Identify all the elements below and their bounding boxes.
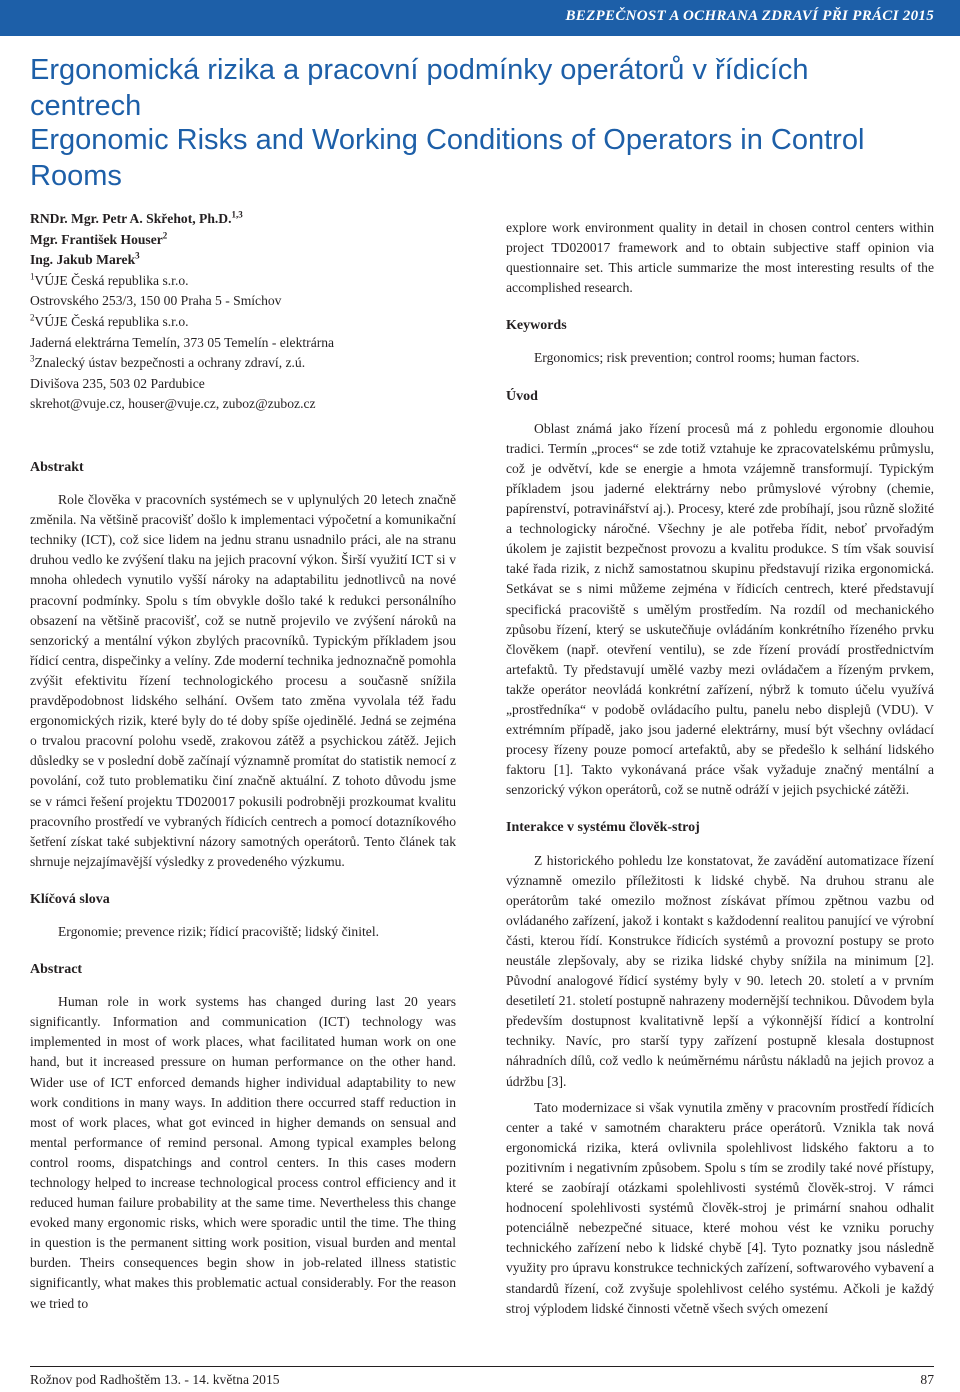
- author-3-name: Ing. Jakub Marek: [30, 252, 136, 268]
- affiliation-3-sup: 3: [30, 353, 35, 364]
- author-1-sup: 1,3: [231, 209, 243, 220]
- klicova-slova-text: Ergonomie; prevence rizik; řídicí pracoviště; lidský činitel.: [58, 923, 379, 939]
- affiliation-2-sup: 2: [30, 312, 35, 323]
- author-1-name: RNDr. Mgr. Petr A. Skřehot, Ph.D.: [30, 211, 232, 226]
- keywords-heading: Keywords: [506, 318, 567, 334]
- affiliation-2-name: VÚJE Česká republika s.r.o.: [34, 313, 189, 329]
- page-number: 87: [920, 1372, 934, 1387]
- affiliation-1-name: VÚJE Česká republika s.r.o.: [34, 272, 189, 288]
- affiliation-1-address: Ostrovského 253/3, 150 00 Praha 5 - Smíchov: [30, 293, 282, 309]
- keywords-text: Ergonomics; risk prevention; control rooms; human factors.: [534, 350, 860, 366]
- uvod-heading: Úvod: [506, 388, 538, 404]
- abstrakt-text: Role člověka v pracovních systémech se v uplynulých 20 letech značně změnila. Na většině pracovišť došlo k implementaci výpočetní a komunikační techniky (ICT), což sice lidem na jednu stranu usnadnilo práci, ale na stranu druhou vedlo ke zvýšení tlaku na jejich pracovní výkon. Širší využití ICT si v mnoha ohledech vynutilo vyšší nároky na adaptabilitu jednotlivců na nové pracovní podmínky. Spolu s tím obvykle došlo také k redukci personálního obsazení na většině pracovišť, což se nutně projevilo ve zvýšení nároků na senzorický a mentální výkon zbylých pracovníků. Typickým příkladem jsou řídicí centra, dispečinky a velíny. Zde moderní technika jednoznačně pomohla zvýšit efektivitu řízení technologického procesu a současně snížila pravděpodobnost lidského selhání. Ovšem tato změna vyvolala též řadu ergonomických rizik, které byly do té doby spíše ojedinělé. Jedná se zejména o trvalou pracovní polohu vsedě, zrakovou zátěž a psychickou zátěž. Jejich důsledky se v poslední době začínají významně promítat do statistik nemocí z povolání, což tuto problematiku činí značně aktuální. Z tohoto důvodu jsme se v rámci řešení projektu TD020017 pokusili podrobněji prozkoumat kvalitu pracovního prostředí ve vybraných řídicích centrech a pomocí dotazníkového šetření získat také subjektivní názory samotných operátorů. Tento článek tak shrnuje nejzajímavější výsledky z provedeného výzkumu.: [30, 492, 456, 869]
- affiliation-3: [30, 353, 470, 374]
- journal-header-bar: [0, 0, 960, 36]
- abstrakt-heading: Abstrakt: [30, 460, 84, 475]
- author-block: [30, 209, 470, 415]
- journal-header-title: BEZPEČNOST A OCHRANA ZDRAVÍ PŘI PRÁCI 2015: [565, 8, 934, 24]
- author-2-sup: 2: [162, 230, 168, 241]
- klicova-slova-heading: Klíčová slova: [30, 891, 110, 907]
- footer-divider: [30, 1366, 934, 1367]
- affiliation-1-sup: 1: [30, 271, 35, 282]
- left-column: [30, 458, 456, 1314]
- affiliation-2-address: Jaderná elektrárna Temelín, 373 05 Temelín - elektrárna: [30, 334, 335, 350]
- interakce-text-1: Z historického pohledu lze konstatovat, že zavádění automatizace řízení významně omezilo příležitosti k lidské chybě. Na druhou stranu ale operátorům také omezilo možnost získávat přímou zpětnou vazbu od ovládaného zařízení, jakož i kontakt s každodenní realitou panující ve výrobní části, kterou řídí. Konstrukce řídicích systémů a provozní postupy se proto neustále zlepšovaly, aby se rizika lidské chyby snížila na minimum [2]. Původní analogové řídicí systémy byly v 90. letech 20. století a v prvním desetiletí 21. století postupně nahrazeny modernější technikou. Důvodem byla především dostupnost kvalitativně lepší a výkonnější řídicí a kontrolní techniky. Navíc, pro starší typy zařízení postupně klesala dostupnost náhradních dílů, což vedlo k neúměrnému nárůstu nákladů na jejich provoz a údržbu [3].: [506, 852, 934, 1089]
- uvod-text: Oblast známá jako řízení procesů má z pohledu ergonomie dlouhou tradici. Termín „proces“ se zde totiž vztahuje ke zpracovatelskému průmyslu, což je odvětví, kde se energie a hmota vzájemně transformují. Typickým příkladem jsou jaderné elektrárny nebo průmyslové výrobny (chemie, papírenství, potravinářství aj.). Procesy, které zde probíhají, jsou různě složité a technologicky náročné. Všechny je ale potřeba řídit, neboť prvořadým úkolem je zajistit bezpečnost provozu a kvalitu produkce. S tím však souvisí také řada rizik, z nichž samostatnou skupinu představují rizika ergonomická. Setkávat se s nimi můžeme zejména v řídicích centrech, které představují specifická pracoviště s umělým prostředím. Na rozdíl od mechanického způsobu řízení, který se uskutečňuje ovládáním konkrétního řízeného prvku člověkem (např. otevření ventilu), se zde řízení provádí prostřednictvím artefaktů. Ty představují umělé vazby mezi ovládačem a řízeným prvkem, takže operátor neovládá konkrétní zařízení, nýbrž k tomuto účelu využívá „prostředníka“ v podobě ovládacího pultu, panelu nebo displejů (VDU). V extrémním případě, jako jsou jaderné elektrárny, musí být všechny ovládací procesy řízeny pouze pomocí artefaktů, aby se předešlo k selhání lidského faktoru [1]. Takto vykonávaná práce však vyžaduje značný mentální a senzorický výkon operátorů, což se nutně odráží v jejich psychické zátěži.: [506, 420, 934, 798]
- affiliation-3-name: Znalecký ústav bezpečnosti a ochrany zdraví, z.ú.: [34, 355, 306, 371]
- affiliation-2: [30, 312, 470, 333]
- abstract-text: Human role in work systems has changed during last 20 years significantly. Information and communication (ICT) technology was implemented in most of work places, what facilitated human work on one hand, but it increased pressure on human performance on the other hand. Wider use of ICT enforced demands higher individual adaptability to new work conditions in many ways. In addition there occurred staff reduction in most of work places, what got evinced in higher demands on sensual and mental performance of remind personal. Among typical examples belong control rooms, dispatchings and control centers. In this cases modern technology helped to increase technological process control efficiency and it reduced human failure probability at the same time. Nevertheless this change evoked many ergonomic risks, which were sporadic until the time. The thing in question is the permanent sitting work position, visual burden and mental burden. Theirs consequences begin show in job-related illness statistic significantly, what makes this problematic actual considerably. For the reason we tried to: [30, 994, 456, 1311]
- article-title-czech: Ergonomická rizika a pracovní podmínky operátorů v řídicích centrech: [30, 54, 809, 122]
- abstract-continuation: explore work environment quality in detail in chosen control centers within project TD020017 framework and to obtain subjective staff opinion via questionnaire set. This article summarize the most interesting results of the accomplished research.: [506, 220, 934, 296]
- abstract-heading: Abstract: [30, 962, 83, 978]
- author-1: [30, 209, 470, 230]
- interakce-heading: Interakce v systému člověk-stroj: [506, 820, 700, 836]
- author-2-name: Mgr. František Houser: [30, 231, 163, 247]
- right-column: [506, 218, 934, 1319]
- author-3-sup: 3: [135, 250, 140, 261]
- affiliation-3-address: Divišova 235, 503 02 Pardubice: [30, 375, 205, 391]
- author-emails: skrehot@vuje.cz, houser@vuje.cz, zuboz@zuboz.cz: [30, 396, 316, 412]
- article-title-english: Ergonomic Risks and Working Conditions of Operators in Control Rooms: [30, 124, 865, 192]
- author-3: [30, 250, 470, 271]
- author-2: [30, 230, 470, 251]
- affiliation-1: [30, 271, 470, 292]
- interakce-text-2: Tato modernizace si však vynutila změny v pracovním prostředí řídicích center a také v samotném charakteru práce operátorů. Vznikla tak nová ergonomická rizika, která ovlivnila spolehlivost lidského faktoru a to pozitivním i negativním způsobem. Spolu s tím se zrodily také nové přístupy, které se zaobírají otázkami spolehlivosti systémů člověk-stroj. V rámci hodnocení spolehlivosti systémů člověk-stroj je primární snahou odhalit potenciálně nebezpečné situace, které mohou vést ke vzniku poruchy technického zařízení nebo k lidské chybě [4]. Tyto poznatky jsou následně využity pro úpravu konstrukce technických zařízení, softwarového vybavení a standardů řízení, což zvyšuje spolehlivost celého systému. Ačkoli je každý stroj výplodem lidské činnosti včetně všech svých omezení: [506, 1099, 934, 1316]
- footer-conference: Rožnov pod Radhoštěm 13. - 14. května 2015: [30, 1372, 280, 1387]
